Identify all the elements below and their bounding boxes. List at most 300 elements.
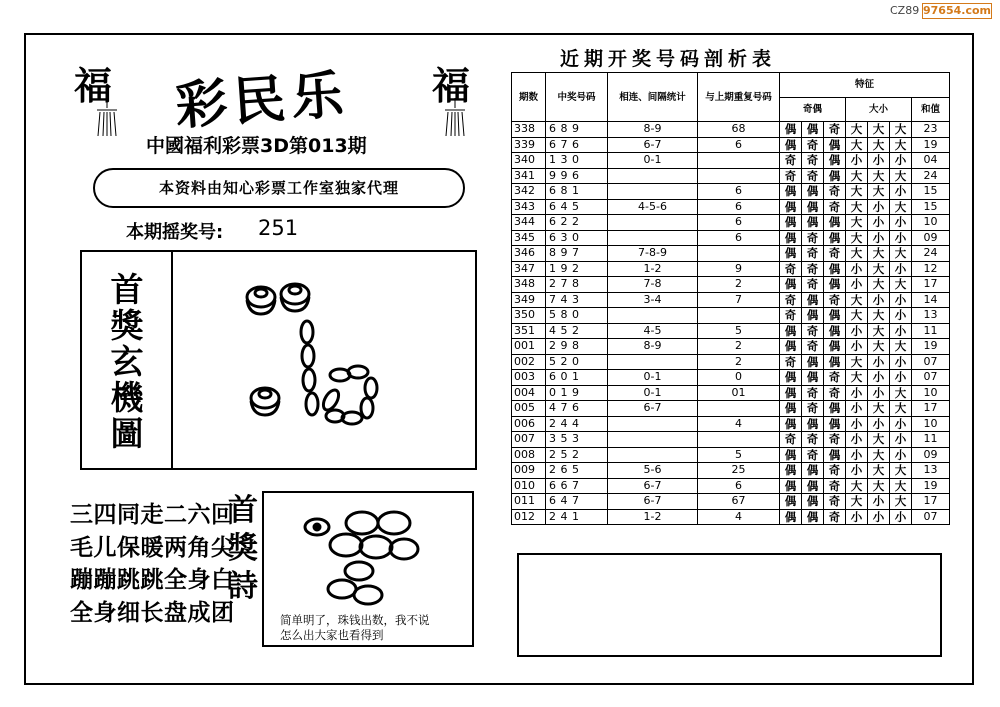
cell-big-small: 大 [868,323,890,339]
cell-issue: 009 [512,463,546,479]
cell-big-small: 大 [868,339,890,355]
cell-big-small: 大 [846,494,868,510]
table-row [512,463,950,479]
cell-consecutive: 4-5 [608,323,698,339]
cell-big-small: 小 [846,153,868,169]
cell-big-small: 小 [846,277,868,293]
cell-big-small: 大 [868,432,890,448]
cell-odd-even: 偶 [802,416,824,432]
cell-odd-even: 奇 [780,308,802,324]
header-issue: 期数 [512,73,546,122]
cell-big-small: 小 [890,153,912,169]
poem-note-line: 怎么出大家也看得到 [280,628,384,642]
brand-site-link[interactable]: 97654.com [923,4,991,17]
cell-big-small: 大 [868,261,890,277]
cell-odd-even: 偶 [824,354,846,370]
table-row [512,432,950,448]
cell-big-small: 小 [890,261,912,277]
cell-big-small: 小 [846,432,868,448]
cell-big-small: 大 [846,478,868,494]
table-row [512,137,950,153]
cell-sum: 17 [912,401,950,417]
cell-odd-even: 偶 [780,122,802,138]
cell-sum: 23 [912,122,950,138]
cell-repeat: 67 [698,494,780,510]
cell-repeat: 4 [698,416,780,432]
cell-big-small: 大 [890,339,912,355]
cell-odd-even: 偶 [780,277,802,293]
cell-odd-even: 奇 [824,246,846,262]
cell-repeat: 68 [698,122,780,138]
cell-big-small: 大 [868,277,890,293]
cell-odd-even: 奇 [824,463,846,479]
cell-issue: 349 [512,292,546,308]
cell-repeat: 01 [698,385,780,401]
cell-sum: 07 [912,354,950,370]
brand-code: CZ89 [890,4,920,17]
table-row [512,277,950,293]
cell-issue: 003 [512,370,546,386]
cell-odd-even: 偶 [824,137,846,153]
cell-odd-even: 偶 [780,370,802,386]
cell-big-small: 小 [890,292,912,308]
cell-repeat [698,246,780,262]
cell-big-small: 小 [846,339,868,355]
cell-sum: 10 [912,385,950,401]
cell-big-small: 小 [846,447,868,463]
cell-consecutive [608,215,698,231]
cell-issue: 010 [512,478,546,494]
cell-repeat: 6 [698,184,780,200]
cell-issue: 340 [512,153,546,169]
cell-odd-even: 奇 [802,137,824,153]
cell-repeat [698,432,780,448]
cell-big-small: 大 [890,401,912,417]
cell-odd-even: 奇 [802,153,824,169]
cell-odd-even: 偶 [780,184,802,200]
cell-consecutive: 6-7 [608,494,698,510]
cell-consecutive: 4-5-6 [608,199,698,215]
cell-sum: 15 [912,199,950,215]
cell-repeat: 4 [698,509,780,525]
cell-odd-even: 偶 [824,416,846,432]
cell-odd-even: 偶 [802,215,824,231]
cell-odd-even: 偶 [824,230,846,246]
cell-consecutive: 0-1 [608,385,698,401]
poem-sketch-icon [264,493,472,611]
cell-consecutive [608,354,698,370]
xuanji-title-char: 玄 [110,342,144,381]
poem-line: 全身细长盘成团 [70,599,235,626]
cell-odd-even: 奇 [824,478,846,494]
cell-consecutive [608,432,698,448]
cell-sum: 19 [912,339,950,355]
cell-numbers: 476 [546,401,608,417]
analysis-table-wrap [511,72,950,525]
cell-issue: 338 [512,122,546,138]
cell-odd-even: 偶 [780,323,802,339]
cell-big-small: 小 [890,509,912,525]
cell-odd-even: 奇 [824,122,846,138]
cell-odd-even: 奇 [780,168,802,184]
cell-odd-even: 奇 [802,447,824,463]
cell-big-small: 小 [868,199,890,215]
lottery-name: 中國福利彩票3D第 [146,135,308,157]
cell-odd-even: 偶 [824,339,846,355]
cell-numbers: 676 [546,137,608,153]
cell-consecutive: 0-1 [608,153,698,169]
cell-odd-even: 偶 [780,478,802,494]
cell-odd-even: 偶 [780,463,802,479]
cell-sum: 13 [912,463,950,479]
table-row [512,370,950,386]
cell-sum: 19 [912,137,950,153]
cell-big-small: 大 [868,184,890,200]
cell-numbers: 452 [546,323,608,339]
cell-repeat: 5 [698,323,780,339]
cell-issue: 346 [512,246,546,262]
cell-issue: 339 [512,137,546,153]
cell-issue: 005 [512,401,546,417]
cell-odd-even: 偶 [780,339,802,355]
xuanji-sketch-icon [175,252,475,468]
cell-odd-even: 偶 [802,308,824,324]
cell-issue: 350 [512,308,546,324]
cell-odd-even: 偶 [802,199,824,215]
header-sum: 和值 [912,97,950,122]
fu-character-left: 福 [74,63,113,108]
cell-odd-even: 偶 [824,153,846,169]
cell-odd-even: 奇 [824,370,846,386]
cell-repeat: 2 [698,339,780,355]
table-row [512,354,950,370]
table-row [512,184,950,200]
cell-odd-even: 奇 [824,494,846,510]
xuanji-divider [171,250,173,470]
cell-big-small: 小 [868,292,890,308]
cell-big-small: 大 [890,246,912,262]
table-row [512,199,950,215]
tassel-left-icon [92,98,122,138]
cell-big-small: 小 [890,432,912,448]
cell-issue: 341 [512,168,546,184]
cell-sum: 24 [912,168,950,184]
cell-odd-even: 偶 [824,323,846,339]
cell-issue: 347 [512,261,546,277]
cell-odd-even: 偶 [802,478,824,494]
cell-big-small: 大 [868,122,890,138]
cell-big-small: 小 [890,370,912,386]
watermark-brand [890,2,998,20]
cell-numbers: 130 [546,153,608,169]
cell-big-small: 大 [868,478,890,494]
cell-issue: 012 [512,509,546,525]
cell-big-small: 大 [868,401,890,417]
cell-repeat: 5 [698,447,780,463]
cell-repeat [698,308,780,324]
cell-big-small: 大 [890,122,912,138]
cell-big-small: 大 [846,168,868,184]
table-row [512,385,950,401]
cell-odd-even: 偶 [780,230,802,246]
cell-repeat: 2 [698,354,780,370]
cell-numbers: 743 [546,292,608,308]
cell-big-small: 大 [846,370,868,386]
table-body [512,122,950,525]
cell-big-small: 小 [890,416,912,432]
cell-consecutive: 1-2 [608,509,698,525]
cell-big-small: 大 [890,137,912,153]
cell-big-small: 大 [846,308,868,324]
cell-big-small: 小 [890,308,912,324]
cell-odd-even: 偶 [824,401,846,417]
cell-big-small: 大 [868,308,890,324]
table-row [512,416,950,432]
cell-repeat: 2 [698,277,780,293]
cell-odd-even: 偶 [802,184,824,200]
cell-odd-even: 偶 [824,277,846,293]
header-big-small: 大小 [846,97,912,122]
poem-line: 蹦蹦跳跳全身白 [70,567,235,593]
cell-big-small: 大 [890,494,912,510]
cell-odd-even: 奇 [802,168,824,184]
issue-suffix: 期 [347,135,367,157]
cell-odd-even: 奇 [824,509,846,525]
cell-sum: 04 [912,153,950,169]
cell-repeat [698,153,780,169]
cell-odd-even: 偶 [824,308,846,324]
cell-sum: 09 [912,447,950,463]
cell-issue: 348 [512,277,546,293]
table-row [512,308,950,324]
cell-big-small: 小 [868,509,890,525]
table-row [512,230,950,246]
table-row [512,215,950,231]
cell-repeat [698,168,780,184]
cell-odd-even: 奇 [780,261,802,277]
cell-big-small: 小 [868,215,890,231]
cell-big-small: 小 [868,494,890,510]
cell-sum: 11 [912,323,950,339]
blank-note-box [517,553,942,657]
cell-numbers: 996 [546,168,608,184]
cell-big-small: 小 [868,153,890,169]
cell-big-small: 大 [846,246,868,262]
cell-big-small: 小 [868,416,890,432]
cell-big-small: 小 [868,370,890,386]
cell-issue: 006 [512,416,546,432]
table-row [512,261,950,277]
issue-number: 013 [308,135,348,157]
poem-title-char: 詩 [228,569,258,604]
cell-consecutive: 3-4 [608,292,698,308]
cell-consecutive: 6-7 [608,478,698,494]
cell-big-small: 大 [868,447,890,463]
cell-odd-even: 奇 [802,401,824,417]
cell-big-small: 小 [846,509,868,525]
cell-odd-even: 奇 [802,277,824,293]
cell-numbers: 689 [546,122,608,138]
cell-odd-even: 奇 [824,199,846,215]
header-consecutive: 相连、间隔统计 [608,73,698,122]
cell-sum: 17 [912,277,950,293]
cell-odd-even: 偶 [824,447,846,463]
cell-numbers: 244 [546,416,608,432]
header-features: 特征 [780,73,950,98]
cell-odd-even: 偶 [824,215,846,231]
cell-consecutive: 0-1 [608,370,698,386]
logo-title: 彩民乐 [173,63,352,137]
cell-numbers: 520 [546,354,608,370]
cell-big-small: 大 [890,199,912,215]
cell-sum: 09 [912,230,950,246]
cell-repeat: 25 [698,463,780,479]
cell-consecutive: 7-8 [608,277,698,293]
cell-numbers: 252 [546,447,608,463]
table-title: 近期开奖号码剖析表 [560,48,777,70]
xuanji-title [86,272,168,452]
cell-numbers: 353 [546,432,608,448]
cell-numbers: 019 [546,385,608,401]
issue-line [146,131,367,158]
cell-sum: 24 [912,246,950,262]
cell-odd-even: 偶 [802,292,824,308]
cell-numbers: 647 [546,494,608,510]
cell-issue: 344 [512,215,546,231]
cell-big-small: 小 [890,184,912,200]
cell-big-small: 小 [890,215,912,231]
cell-repeat: 6 [698,215,780,231]
table-row [512,509,950,525]
cell-sum: 17 [912,494,950,510]
cell-numbers: 192 [546,261,608,277]
poem-line: 毛儿保暖两角尖 [70,534,235,561]
poem-lines [70,499,235,629]
cell-odd-even: 偶 [780,416,802,432]
cell-odd-even: 偶 [780,137,802,153]
cell-odd-even: 偶 [802,354,824,370]
cell-odd-even: 偶 [780,447,802,463]
cell-odd-even: 偶 [824,261,846,277]
cell-big-small: 大 [846,215,868,231]
cell-big-small: 小 [846,385,868,401]
cell-consecutive [608,416,698,432]
cell-sum: 13 [912,308,950,324]
draw-value: 251 [258,216,299,240]
cell-odd-even: 奇 [780,432,802,448]
cell-consecutive [608,447,698,463]
cell-consecutive [608,230,698,246]
cell-odd-even: 偶 [802,370,824,386]
poem-line: 三四同走二六回 [70,502,235,528]
cell-consecutive: 6-7 [608,137,698,153]
poem-title-char: 首 [228,493,258,528]
fu-character-right: 福 [432,63,471,108]
table-row [512,447,950,463]
cell-consecutive: 1-2 [608,261,698,277]
cell-numbers: 630 [546,230,608,246]
cell-consecutive: 5-6 [608,463,698,479]
cell-issue: 004 [512,385,546,401]
cell-issue: 351 [512,323,546,339]
cell-odd-even: 奇 [824,184,846,200]
cell-issue: 001 [512,339,546,355]
cell-issue: 342 [512,184,546,200]
header-numbers: 中奖号码 [546,73,608,122]
header-repeat: 与上期重复号码 [698,73,780,122]
cell-numbers: 622 [546,215,608,231]
cell-odd-even: 偶 [780,494,802,510]
cell-sum: 10 [912,215,950,231]
cell-repeat: 6 [698,478,780,494]
cell-odd-even: 奇 [780,292,802,308]
cell-repeat: 6 [698,230,780,246]
cell-consecutive: 8-9 [608,339,698,355]
cell-odd-even: 偶 [780,215,802,231]
cell-repeat [698,401,780,417]
cell-big-small: 大 [846,122,868,138]
cell-big-small: 小 [868,230,890,246]
cell-odd-even: 偶 [802,122,824,138]
draw-label: 本期摇奖号: [126,222,224,243]
cell-numbers: 265 [546,463,608,479]
cell-big-small: 大 [868,137,890,153]
poem-title-char: 獎 [228,531,258,566]
table-row [512,153,950,169]
cell-numbers: 278 [546,277,608,293]
cell-big-small: 大 [846,184,868,200]
cell-consecutive: 6-7 [608,401,698,417]
cell-odd-even: 奇 [802,339,824,355]
cell-repeat: 9 [698,261,780,277]
cell-numbers: 580 [546,308,608,324]
cell-sum: 07 [912,370,950,386]
cell-big-small: 大 [890,478,912,494]
cell-odd-even: 奇 [802,246,824,262]
cell-big-small: 小 [846,463,868,479]
cell-big-small: 大 [846,354,868,370]
cell-big-small: 小 [868,385,890,401]
table-row [512,478,950,494]
cell-repeat: 0 [698,370,780,386]
cell-odd-even: 奇 [780,153,802,169]
cell-big-small: 小 [868,354,890,370]
table-row [512,323,950,339]
cell-big-small: 大 [846,199,868,215]
cell-big-small: 大 [868,168,890,184]
cell-issue: 343 [512,199,546,215]
cell-odd-even: 奇 [802,261,824,277]
cell-numbers: 601 [546,370,608,386]
cell-big-small: 小 [846,416,868,432]
header-odd-even: 奇偶 [780,97,846,122]
xuanji-title-char: 獎 [110,306,144,345]
cell-odd-even: 偶 [802,494,824,510]
cell-sum: 14 [912,292,950,308]
cell-big-small: 大 [868,463,890,479]
table-row [512,292,950,308]
cell-odd-even: 奇 [802,323,824,339]
xuanji-title-char: 首 [110,270,144,309]
cell-odd-even: 奇 [802,230,824,246]
cell-big-small: 小 [890,230,912,246]
cell-issue: 002 [512,354,546,370]
cell-consecutive: 8-9 [608,122,698,138]
cell-odd-even: 奇 [824,292,846,308]
xuanji-title-char: 機 [110,378,144,417]
cell-odd-even: 偶 [780,401,802,417]
cell-numbers: 645 [546,199,608,215]
